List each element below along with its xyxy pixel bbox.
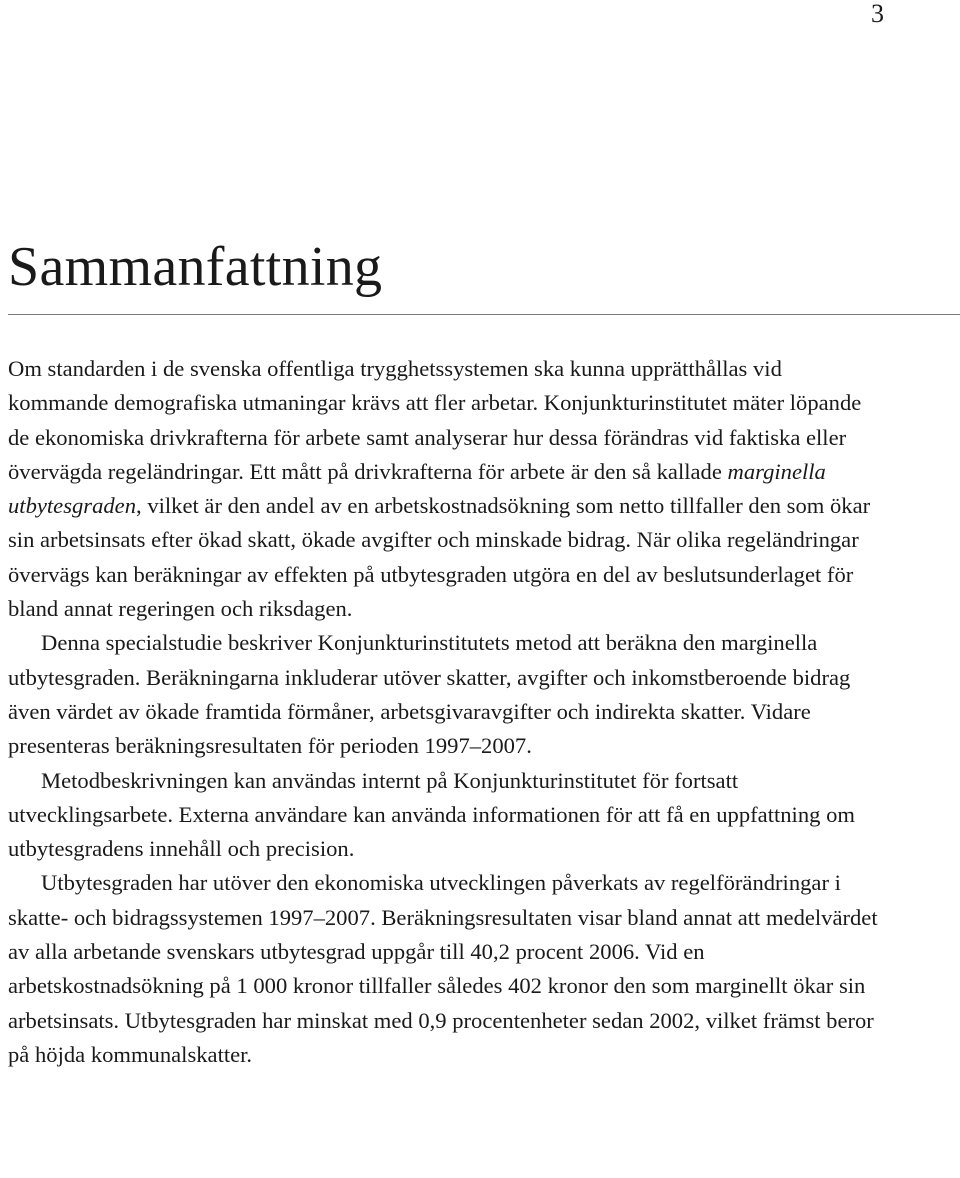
paragraph-intro (8, 352, 883, 626)
paragraph-intro-rest: , vilket är den andel av en arbetskostnadsökning som netto tillfaller den som ökar sin arbetsinsats efter ökad skatt, ökade avgifter och minskade bidrag. När olika regeländringar övervägs kan beräkningar av effekten på utbytesgraden utgöra en del av beslutsunderlaget för bland annat regeringen och riksdagen. (8, 493, 871, 622)
page-number: 3 (871, 0, 884, 28)
emphasized-term: marginella utbytesgraden (8, 458, 826, 519)
page-title: Sammanfattning (8, 236, 383, 298)
paragraph-method: Denna specialstudie beskriver Konjunkturinstitutets metod att beräkna den marginella utbytesgraden. Beräkningarna inkluderar utöver skatter, avgifter och inkomstberoende bidrag även värdet av ökade framtida förmåner, arbetsgivaravgifter och indirekta skatter. Vidare presenteras beräkningsresultaten för perioden 1997–2007. (8, 630, 851, 759)
section-heading (8, 233, 958, 301)
title-divider (8, 314, 960, 315)
summary-body (8, 352, 883, 1072)
paragraph-usage: Metodbeskrivningen kan användas internt på Konjunkturinstitutet för fortsatt utvecklingsarbete. Externa användare kan använda informationen för att få en uppfattning om utbytesgradens innehåll och precision. (8, 767, 855, 862)
paragraph-intro-text: Om standarden i de svenska offentliga trygghetssystemen ska kunna upprätthållas vid kommande demografiska utmaningar krävs att fler arbetar. Konjunkturinstitutet mäter löpande de ekonomiska drivkrafterna för arbete samt analyserar hur dessa förändras vid faktiska eller övervägda regeländringar. Ett mått på drivkrafterna för arbete är den så kallade (8, 356, 862, 484)
paragraph-results: Utbytesgraden har utöver den ekonomiska utvecklingen påverkats av regelförändringar i skatte- och bidragssystemen 1997–2007. Beräkningsresultaten visar bland annat att medelvärdet av alla arbetande svenskars utbytesgrad uppgår till 40,2 procent 2006. Vid en arbetskostnadsökning på 1 000 kronor tillfaller således 402 kronor den som marginellt ökar sin arbetsinsats. Utbytesgraden har minskat med 0,9 procentenheter sedan 2002, vilket främst beror på höjda kommunalskatter. (8, 870, 878, 1067)
